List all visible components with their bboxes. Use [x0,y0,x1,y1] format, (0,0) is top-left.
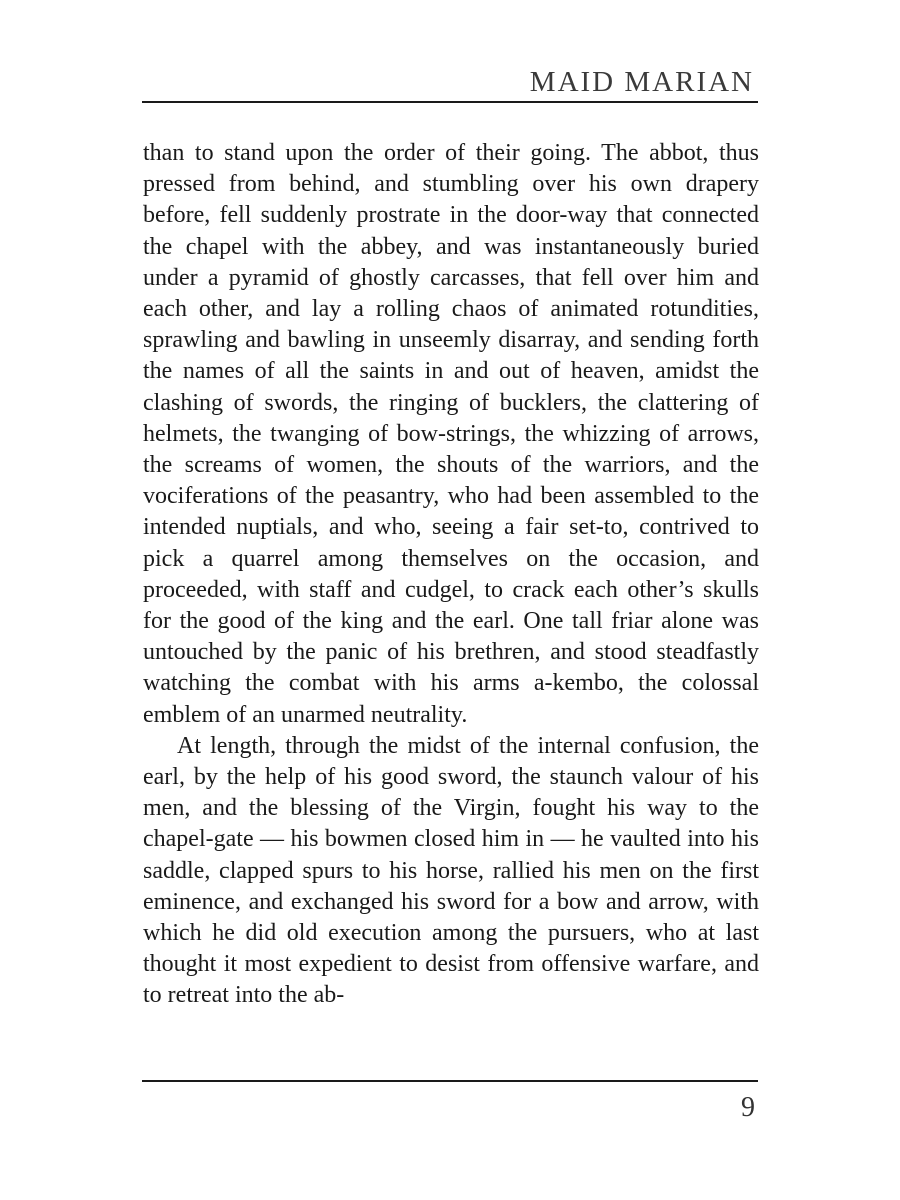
header-rule [142,101,758,103]
body-text [143,138,759,1012]
paragraph-2: At length, through the midst of the internal confusion, the earl, by the help of his good sword, the staunch valour of his men, and the blessing of the Virgin, fought his way to the chapel-gate — his bowmen closed him in — he vaulted into his saddle, clapped spurs to his horse, rallied his men on the first eminence, and exchanged his sword for a bow and arrow, with which he did old execution among the pursuers, who at last thought it most expedient to desist from offensive warfare, and to retreat into the ab- [143,732,759,1009]
footer-rule [142,1080,758,1082]
running-head: MAID MARIAN [529,66,754,98]
paragraph-1: than to stand upon the order of their going. The abbot, thus pressed from behind, and stumbling over his own drapery before, fell suddenly prostrate in the door-way that connected the chapel with the abbey, and was instantaneously buried under a pyramid of ghostly carcasses, that fell over him and each other, and lay a rolling chaos of animated rotundities, sprawling and bawling in unseemly disarray, and sending forth the names of all the saints in and out of heaven, amidst the clashing of swords, the ringing of bucklers, the clattering of helmets, the twanging of bow-strings, the whizzing of arrows, the screams of women, the shouts of the warriors, and the vociferations of the peasantry, who had been assembled to the intended nuptials, and who, seeing a fair set-to, contrived to pick a quarrel among themselves on the occasion, and proceeded, with staff and cudgel, to crack each other’s skulls for the good of the king and the earl. One tall friar alone was untouched by the panic of his brethren, and stood steadfastly watching the combat with his arms a-kembo, the colossal emblem of an unarmed neutrality. [143,140,759,728]
page-number: 9 [741,1092,755,1123]
